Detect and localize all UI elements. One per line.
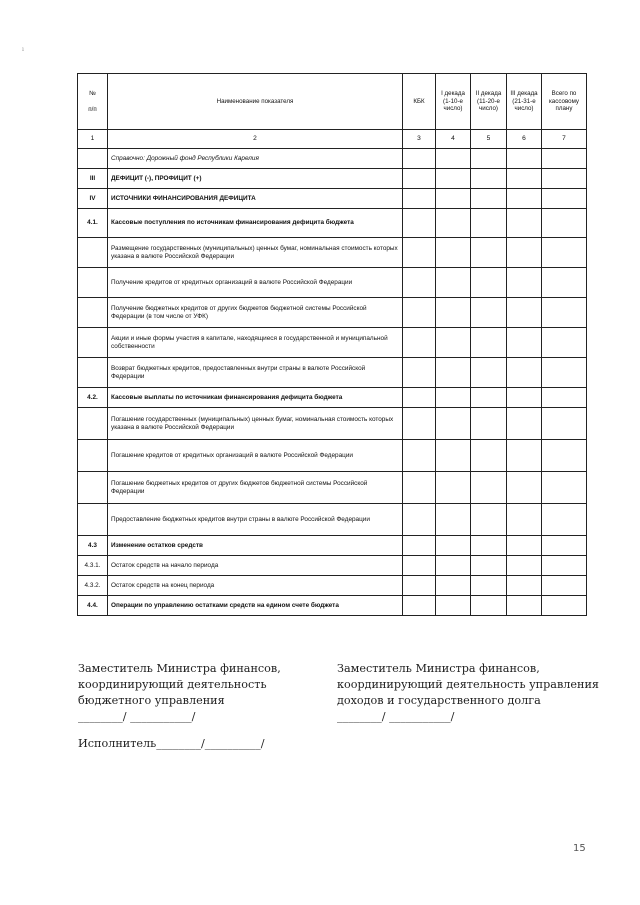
row-indicator-name: Изменение остатков средств (108, 536, 403, 556)
signature-title-line: Заместитель Министра финансов, (78, 662, 281, 675)
header-number (78, 74, 108, 130)
row-decade-1-cell (436, 504, 471, 536)
page-number: 15 (573, 843, 586, 854)
row-decade-2-cell (471, 358, 507, 388)
row-indicator-name: Кассовые выплаты по источникам финансирования дефицита бюджета (108, 388, 403, 408)
row-decade-1-cell (436, 238, 471, 268)
table-row (78, 596, 587, 616)
row-kbk-cell (403, 472, 436, 504)
row-number (78, 504, 108, 536)
table-row (78, 556, 587, 576)
row-decade-2-cell (471, 440, 507, 472)
row-total-cell (542, 596, 587, 616)
row-decade-1-cell (436, 328, 471, 358)
row-number (78, 149, 108, 169)
row-decade-3-cell (507, 268, 542, 298)
margin-mark: ı (22, 46, 24, 53)
row-decade-1-cell (436, 576, 471, 596)
header-total: Всего по кассовому плану (542, 74, 587, 130)
row-decade-3-cell (507, 169, 542, 189)
row-total-cell (542, 408, 587, 440)
row-indicator-name: Кассовые поступления по источникам финансирования дефицита бюджета (108, 209, 403, 238)
signature-block-revenue (337, 661, 599, 725)
row-decade-3-cell (507, 328, 542, 358)
header-decade-3: III декада (21-31-е число) (507, 74, 542, 130)
signature-title-line: бюджетного управления (78, 694, 225, 707)
row-decade-2-cell (471, 536, 507, 556)
row-indicator-name: Получение кредитов от кредитных организаций в валюте Российской Федерации (108, 268, 403, 298)
row-decade-3-cell (507, 504, 542, 536)
row-indicator-name: Погашение кредитов от кредитных организаций в валюте Российской Федерации (108, 440, 403, 472)
row-decade-1-cell (436, 358, 471, 388)
row-kbk-cell (403, 298, 436, 328)
row-decade-1-cell (436, 440, 471, 472)
row-total-cell (542, 472, 587, 504)
row-number: IV (78, 189, 108, 209)
row-decade-1-cell (436, 536, 471, 556)
row-decade-1-cell (436, 209, 471, 238)
row-number (78, 298, 108, 328)
row-decade-2-cell (471, 169, 507, 189)
row-decade-1-cell (436, 189, 471, 209)
row-total-cell (542, 238, 587, 268)
row-number: 4.4. (78, 596, 108, 616)
row-decade-2-cell (471, 556, 507, 576)
row-number (78, 472, 108, 504)
row-total-cell (542, 169, 587, 189)
table-row (78, 328, 587, 358)
row-kbk-cell (403, 596, 436, 616)
table-row (78, 408, 587, 440)
row-number: 4.3.2. (78, 576, 108, 596)
row-decade-3-cell (507, 149, 542, 169)
table-row (78, 268, 587, 298)
row-decade-3-cell (507, 209, 542, 238)
row-indicator-name: Предоставление бюджетных кредитов внутри страны в валюте Российской Федерации (108, 504, 403, 536)
signature-title-line: Заместитель Министра финансов, (337, 662, 540, 675)
row-decade-3-cell (507, 596, 542, 616)
row-kbk-cell (403, 149, 436, 169)
row-indicator-name: Справочно: Дорожный фонд Республики Карелия (108, 149, 403, 169)
row-decade-1-cell (436, 298, 471, 328)
row-decade-3-cell (507, 189, 542, 209)
row-decade-2-cell (471, 268, 507, 298)
row-total-cell (542, 149, 587, 169)
row-number (78, 238, 108, 268)
row-decade-3-cell (507, 358, 542, 388)
row-decade-1-cell (436, 169, 471, 189)
row-decade-1-cell (436, 408, 471, 440)
signature-title-line: доходов и государственного долга (337, 694, 541, 707)
column-number: 6 (507, 130, 542, 149)
row-decade-2-cell (471, 408, 507, 440)
row-decade-3-cell (507, 472, 542, 504)
row-decade-2-cell (471, 388, 507, 408)
row-decade-1-cell (436, 596, 471, 616)
row-number: III (78, 169, 108, 189)
column-number: 3 (403, 130, 436, 149)
header-kbk: КБК (403, 74, 436, 130)
table-row (78, 440, 587, 472)
row-decade-1-cell (436, 149, 471, 169)
row-decade-2-cell (471, 298, 507, 328)
row-decade-3-cell (507, 536, 542, 556)
table-row (78, 504, 587, 536)
column-number: 5 (471, 130, 507, 149)
row-indicator-name: Размещение государственных (муниципальных) ценных бумаг, номинальная стоимость которых указана в валюте Российской Федерации (108, 238, 403, 268)
row-kbk-cell (403, 408, 436, 440)
executor-line: Исполнитель________/__________/ (78, 737, 265, 750)
row-number: 4.1. (78, 209, 108, 238)
column-number: 4 (436, 130, 471, 149)
row-number (78, 358, 108, 388)
row-indicator-name: Получение бюджетных кредитов от других бюджетов бюджетной системы Российской Федерации (в том числе от УФК) (108, 298, 403, 328)
table-row (78, 576, 587, 596)
row-decade-1-cell (436, 472, 471, 504)
row-total-cell (542, 536, 587, 556)
row-total-cell (542, 268, 587, 298)
header-decade-1: I декада (1-10-е число) (436, 74, 471, 130)
row-decade-3-cell (507, 388, 542, 408)
row-indicator-name: Погашение государственных (муниципальных) ценных бумаг, номинальная стоимость которых указана в валюте Российской Федерации (108, 408, 403, 440)
row-decade-3-cell (507, 408, 542, 440)
signature-blank-line: ________/ ___________/ (337, 710, 455, 723)
row-kbk-cell (403, 209, 436, 238)
table-header-row (78, 74, 587, 130)
column-number-row (78, 130, 587, 149)
row-indicator-name: ИСТОЧНИКИ ФИНАНСИРОВАНИЯ ДЕФИЦИТА (108, 189, 403, 209)
row-number (78, 408, 108, 440)
table-row (78, 472, 587, 504)
header-decade-2: II декада (11-20-е число) (471, 74, 507, 130)
row-kbk-cell (403, 189, 436, 209)
row-decade-3-cell (507, 576, 542, 596)
row-total-cell (542, 209, 587, 238)
signature-title-line: координирующий деятельность управления (337, 678, 599, 691)
row-indicator-name: Погашение бюджетных кредитов от других бюджетов бюджетной системы Российской Федерации (108, 472, 403, 504)
header-number-sign: № (89, 89, 96, 97)
row-kbk-cell (403, 556, 436, 576)
row-indicator-name: Остаток средств на конец периода (108, 576, 403, 596)
table-row (78, 388, 587, 408)
row-decade-2-cell (471, 189, 507, 209)
row-indicator-name: Остаток средств на начало периода (108, 556, 403, 576)
table-row (78, 189, 587, 209)
table-row (78, 358, 587, 388)
row-kbk-cell (403, 268, 436, 298)
signature-title-line: координирующий деятельность (78, 678, 267, 691)
table-row (78, 169, 587, 189)
row-total-cell (542, 556, 587, 576)
row-indicator-name: Акции и иные формы участия в капитале, находящиеся в государственной и муниципальной собственности (108, 328, 403, 358)
row-number: 4.3.1. (78, 556, 108, 576)
row-kbk-cell (403, 440, 436, 472)
row-number (78, 328, 108, 358)
table-row (78, 209, 587, 238)
row-decade-2-cell (471, 504, 507, 536)
cash-plan-table (77, 73, 587, 616)
row-decade-2-cell (471, 472, 507, 504)
row-number (78, 268, 108, 298)
header-number-pp: п/п (88, 105, 97, 113)
row-total-cell (542, 576, 587, 596)
row-total-cell (542, 328, 587, 358)
row-kbk-cell (403, 169, 436, 189)
row-kbk-cell (403, 328, 436, 358)
row-total-cell (542, 298, 587, 328)
row-decade-2-cell (471, 238, 507, 268)
row-kbk-cell (403, 576, 436, 596)
row-decade-1-cell (436, 556, 471, 576)
column-number: 2 (108, 130, 403, 149)
table-row (78, 238, 587, 268)
row-total-cell (542, 358, 587, 388)
row-indicator-name: Возврат бюджетных кредитов, предоставленных внутри страны в валюте Российской Федерации (108, 358, 403, 388)
row-total-cell (542, 388, 587, 408)
row-number: 4.2. (78, 388, 108, 408)
row-number (78, 440, 108, 472)
row-kbk-cell (403, 238, 436, 268)
row-decade-2-cell (471, 596, 507, 616)
header-indicator-name: Наименование показателя (108, 74, 403, 130)
row-total-cell (542, 189, 587, 209)
row-decade-3-cell (507, 440, 542, 472)
signature-blank-line: ________/ ___________/ (78, 710, 196, 723)
row-decade-1-cell (436, 268, 471, 298)
row-indicator-name: ДЕФИЦИТ (-), ПРОФИЦИТ (+) (108, 169, 403, 189)
row-indicator-name: Операции по управлению остатками средств на едином счете бюджета (108, 596, 403, 616)
column-number: 1 (78, 130, 108, 149)
row-total-cell (542, 504, 587, 536)
row-kbk-cell (403, 536, 436, 556)
table-row (78, 298, 587, 328)
row-decade-3-cell (507, 556, 542, 576)
row-decade-2-cell (471, 328, 507, 358)
row-decade-1-cell (436, 388, 471, 408)
row-total-cell (542, 440, 587, 472)
table-row (78, 536, 587, 556)
signature-block-budget (78, 661, 281, 725)
row-kbk-cell (403, 504, 436, 536)
row-kbk-cell (403, 358, 436, 388)
column-number: 7 (542, 130, 587, 149)
row-decade-2-cell (471, 576, 507, 596)
row-decade-2-cell (471, 149, 507, 169)
row-decade-3-cell (507, 238, 542, 268)
row-decade-3-cell (507, 298, 542, 328)
table-row (78, 149, 587, 169)
row-number: 4.3 (78, 536, 108, 556)
row-kbk-cell (403, 388, 436, 408)
row-decade-2-cell (471, 209, 507, 238)
